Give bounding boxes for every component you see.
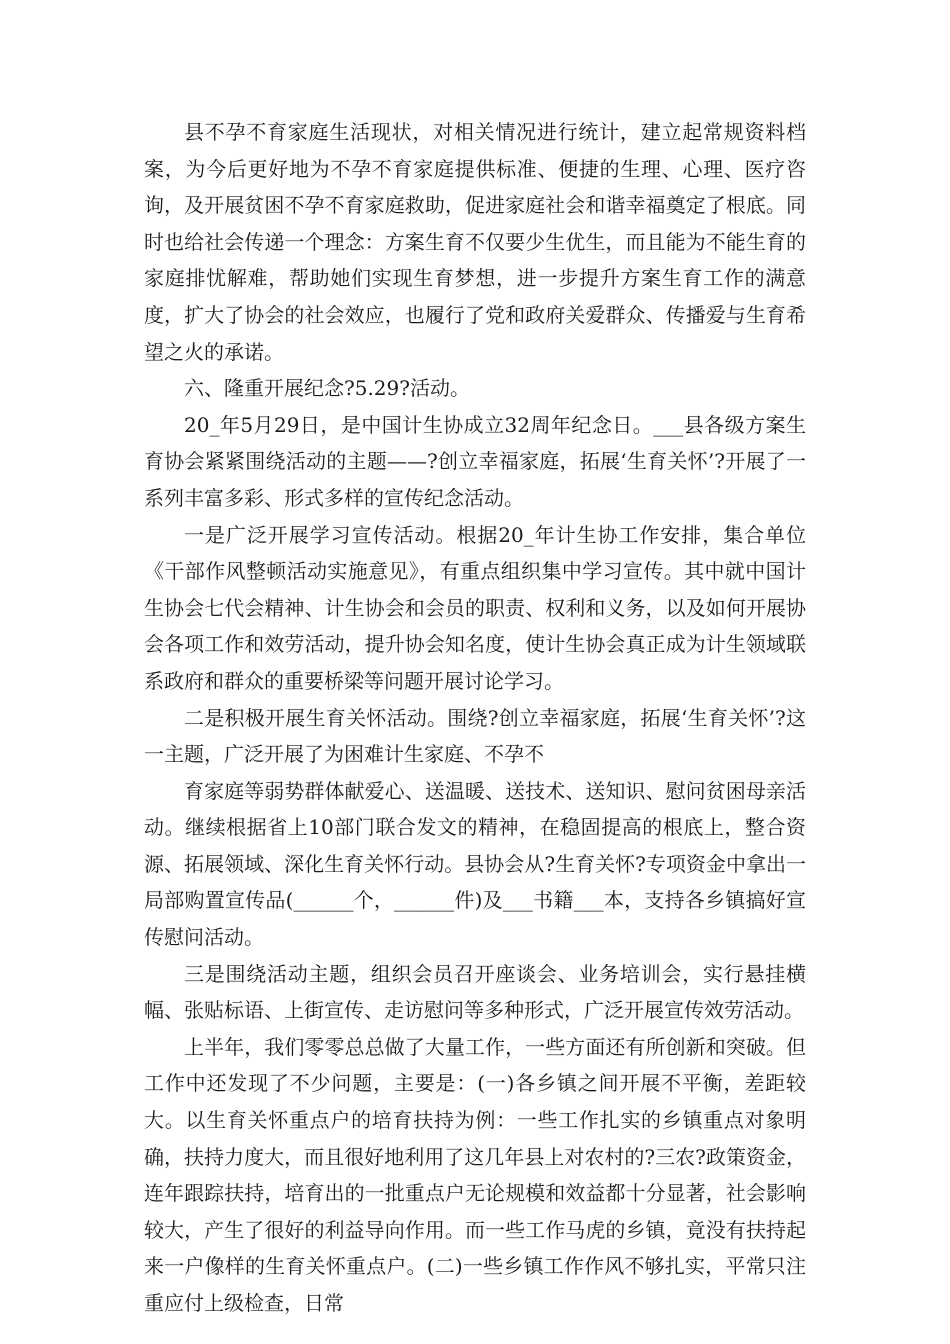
paragraph-1: 县不孕不育家庭生活现状，对相关情况进行统计，建立起常规资料档案，为今后更好地为不孕不育家庭提供标准、便捷的生理、心理、医疗咨询，及开展贫困不孕不育家庭救助，促进家庭社会和谐幸福奠定了根底。同时也给社会传递一个理念：方案生育不仅要少生优生，而且能为不能生育的家庭排忧解难，帮助她们实现生育梦想，进一步提升方案生育工作的满意度，扩大了协会的社会效应，也履行了党和政府关爱群众、传播爱与生育希望之火的承诺。 bbox=[144, 120, 806, 364]
paragraph-meetings-activity: 三是围绕活动主题，组织会员召开座谈会、业务培训会，实行悬挂横幅、张贴标语、上街宣传、走访慰问等多种形式，广泛开展宣传效劳活动。 bbox=[144, 961, 806, 1023]
paragraph-care-activity-continued: 育家庭等弱势群体献爱心、送温暖、送技术、送知识、慰问贫困母亲活动。继续根据省上10部门联合发文的精神，在稳固提高的根底上，整合资源、拓展领域、深化生育关怀行动。县协会从?生育关怀?专项资金中拿出一局部购置宣传品(______个，______件)及___书籍___本，支持各乡镇搞好宣传慰问活动。 bbox=[144, 778, 806, 950]
section-heading-six: 六、隆重开展纪念?5.29?活动。 bbox=[184, 376, 470, 401]
document-body bbox=[144, 114, 806, 1322]
paragraph-care-activity: 二是积极开展生育关怀活动。围绕?创立幸福家庭，拓展‘生育关怀’?这一主题，广泛开展了为困难计生家庭、不孕不 bbox=[144, 705, 806, 767]
paragraph-anniversary: 20_年5月29日，是中国计生协成立32周年纪念日。___县各级方案生育协会紧紧围绕活动的主题——?创立幸福家庭，拓展‘生育关怀’?开展了一系列丰富多彩、形式多样的宣传纪念活动。 bbox=[144, 412, 806, 510]
paragraph-problems: 上半年，我们零零总总做了大量工作，一些方面还有所创新和突破。但工作中还发现了不少问题，主要是：(一)各乡镇之间开展不平衡，差距较大。以生育关怀重点户的培育扶持为例：一些工作扎实的乡镇重点对象明确，扶持力度大，而且很好地利用了这几年县上对农村的?三农?政策资金，连年跟踪扶持，培育出的一批重点户无论规模和效益都十分显著，社会影响较大，产生了很好的利益导向作用。而一些工作马虎的乡镇，竟没有扶持起来一户像样的生育关怀重点户。(二)一些乡镇工作作风不够扎实，平常只注重应付上级检查，日常 bbox=[144, 1034, 806, 1315]
paragraph-study-activity: 一是广泛开展学习宣传活动。根据20_年计生协工作安排，集合单位《干部作风整顿活动实施意见》，有重点组织集中学习宣传。其中就中国计生协会七代会精神、计生协会和会员的职责、权利和义务，以及如何开展协会各项工作和效劳活动，提升协会知名度，使计生协会真正成为计生领域联系政府和群众的重要桥梁等问题开展讨论学习。 bbox=[144, 522, 806, 693]
